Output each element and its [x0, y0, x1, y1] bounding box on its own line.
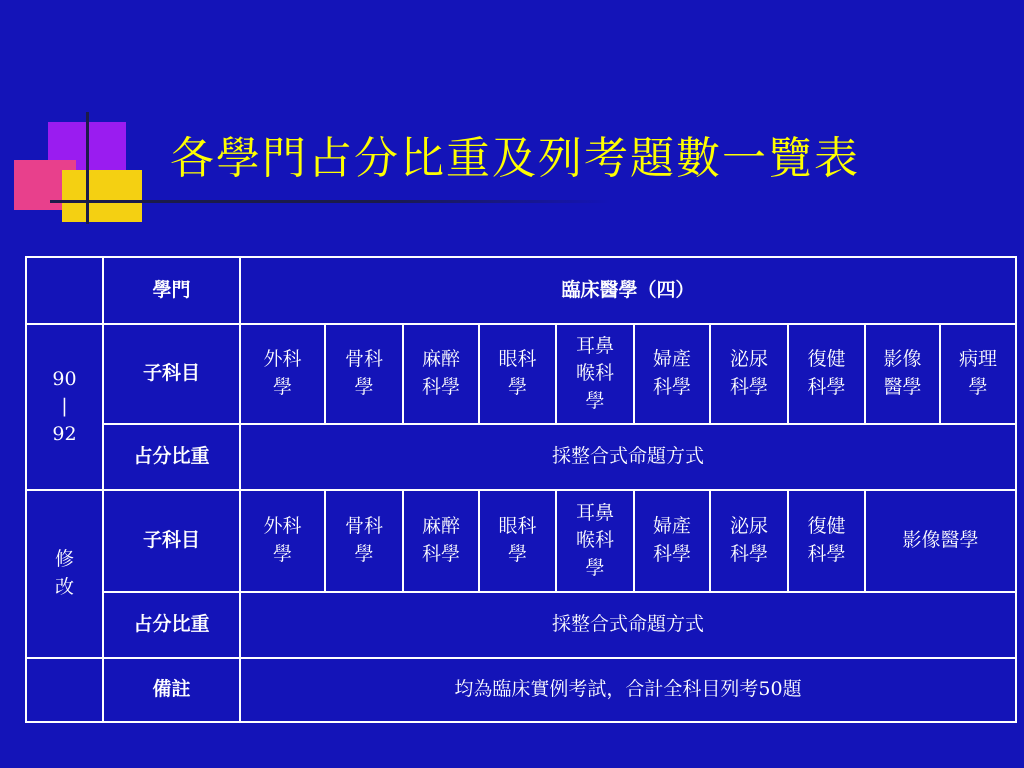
subject-cell: 骨科 學: [325, 324, 403, 424]
subject-cell: 麻醉 科學: [403, 490, 479, 592]
subject-cell: 病理 學: [940, 324, 1016, 424]
subject-cell: 泌尿 科學: [710, 490, 788, 592]
remarks-empty-cell: [26, 658, 103, 722]
period2-weight-value: 採整合式命題方式: [240, 592, 1016, 658]
remarks-row-label: 備註: [103, 658, 240, 722]
period2-weight-row: [26, 592, 1016, 658]
subject-cell-merged: 影像醫學: [865, 490, 1016, 592]
subject-cell: 麻醉 科學: [403, 324, 479, 424]
period2-label: 修 改: [26, 490, 103, 658]
period1-label: 90 | 92: [26, 324, 103, 490]
logo-line-vertical: [86, 112, 89, 224]
subject-cell: 骨科 學: [325, 490, 403, 592]
period1-subjects-row: [26, 324, 1016, 424]
discipline-name: 臨床醫學（四）: [240, 257, 1016, 324]
subject-cell: 耳鼻 喉科 學: [556, 490, 634, 592]
subject-cell: 外科 學: [240, 324, 325, 424]
period1-weight-value: 採整合式命題方式: [240, 424, 1016, 490]
subjects-row-label: 子科目: [103, 324, 240, 424]
subjects-row-label: 子科目: [103, 490, 240, 592]
remarks-value: 均為臨床實例考試，合計全科目列考50題: [240, 658, 1016, 722]
subject-cell: 復健 科學: [788, 324, 865, 424]
subject-cell: 泌尿 科學: [710, 324, 788, 424]
period1-weight-row: [26, 424, 1016, 490]
remarks-row: [26, 658, 1016, 722]
logo-square-yellow: [62, 170, 142, 222]
subject-cell: 婦產 科學: [634, 324, 710, 424]
page-title: 各學門占分比重及列考題數一覽表: [170, 133, 860, 184]
corner-cell: [26, 257, 103, 324]
subject-cell: 眼科 學: [479, 324, 556, 424]
table-header-row: [26, 257, 1016, 324]
weight-row-label: 占分比重: [103, 592, 240, 658]
subject-cell: 外科 學: [240, 490, 325, 592]
subject-cell: 耳鼻 喉科 學: [556, 324, 634, 424]
subject-cell: 婦產 科學: [634, 490, 710, 592]
subject-cell: 影像 醫學: [865, 324, 940, 424]
subject-cell: 復健 科學: [788, 490, 865, 592]
discipline-header-label: 學門: [103, 257, 240, 324]
weight-row-label: 占分比重: [103, 424, 240, 490]
period2-subjects-row: [26, 490, 1016, 592]
title-underline: [50, 200, 610, 203]
subject-cell: 眼科 學: [479, 490, 556, 592]
subject-weight-table: [25, 256, 1017, 723]
